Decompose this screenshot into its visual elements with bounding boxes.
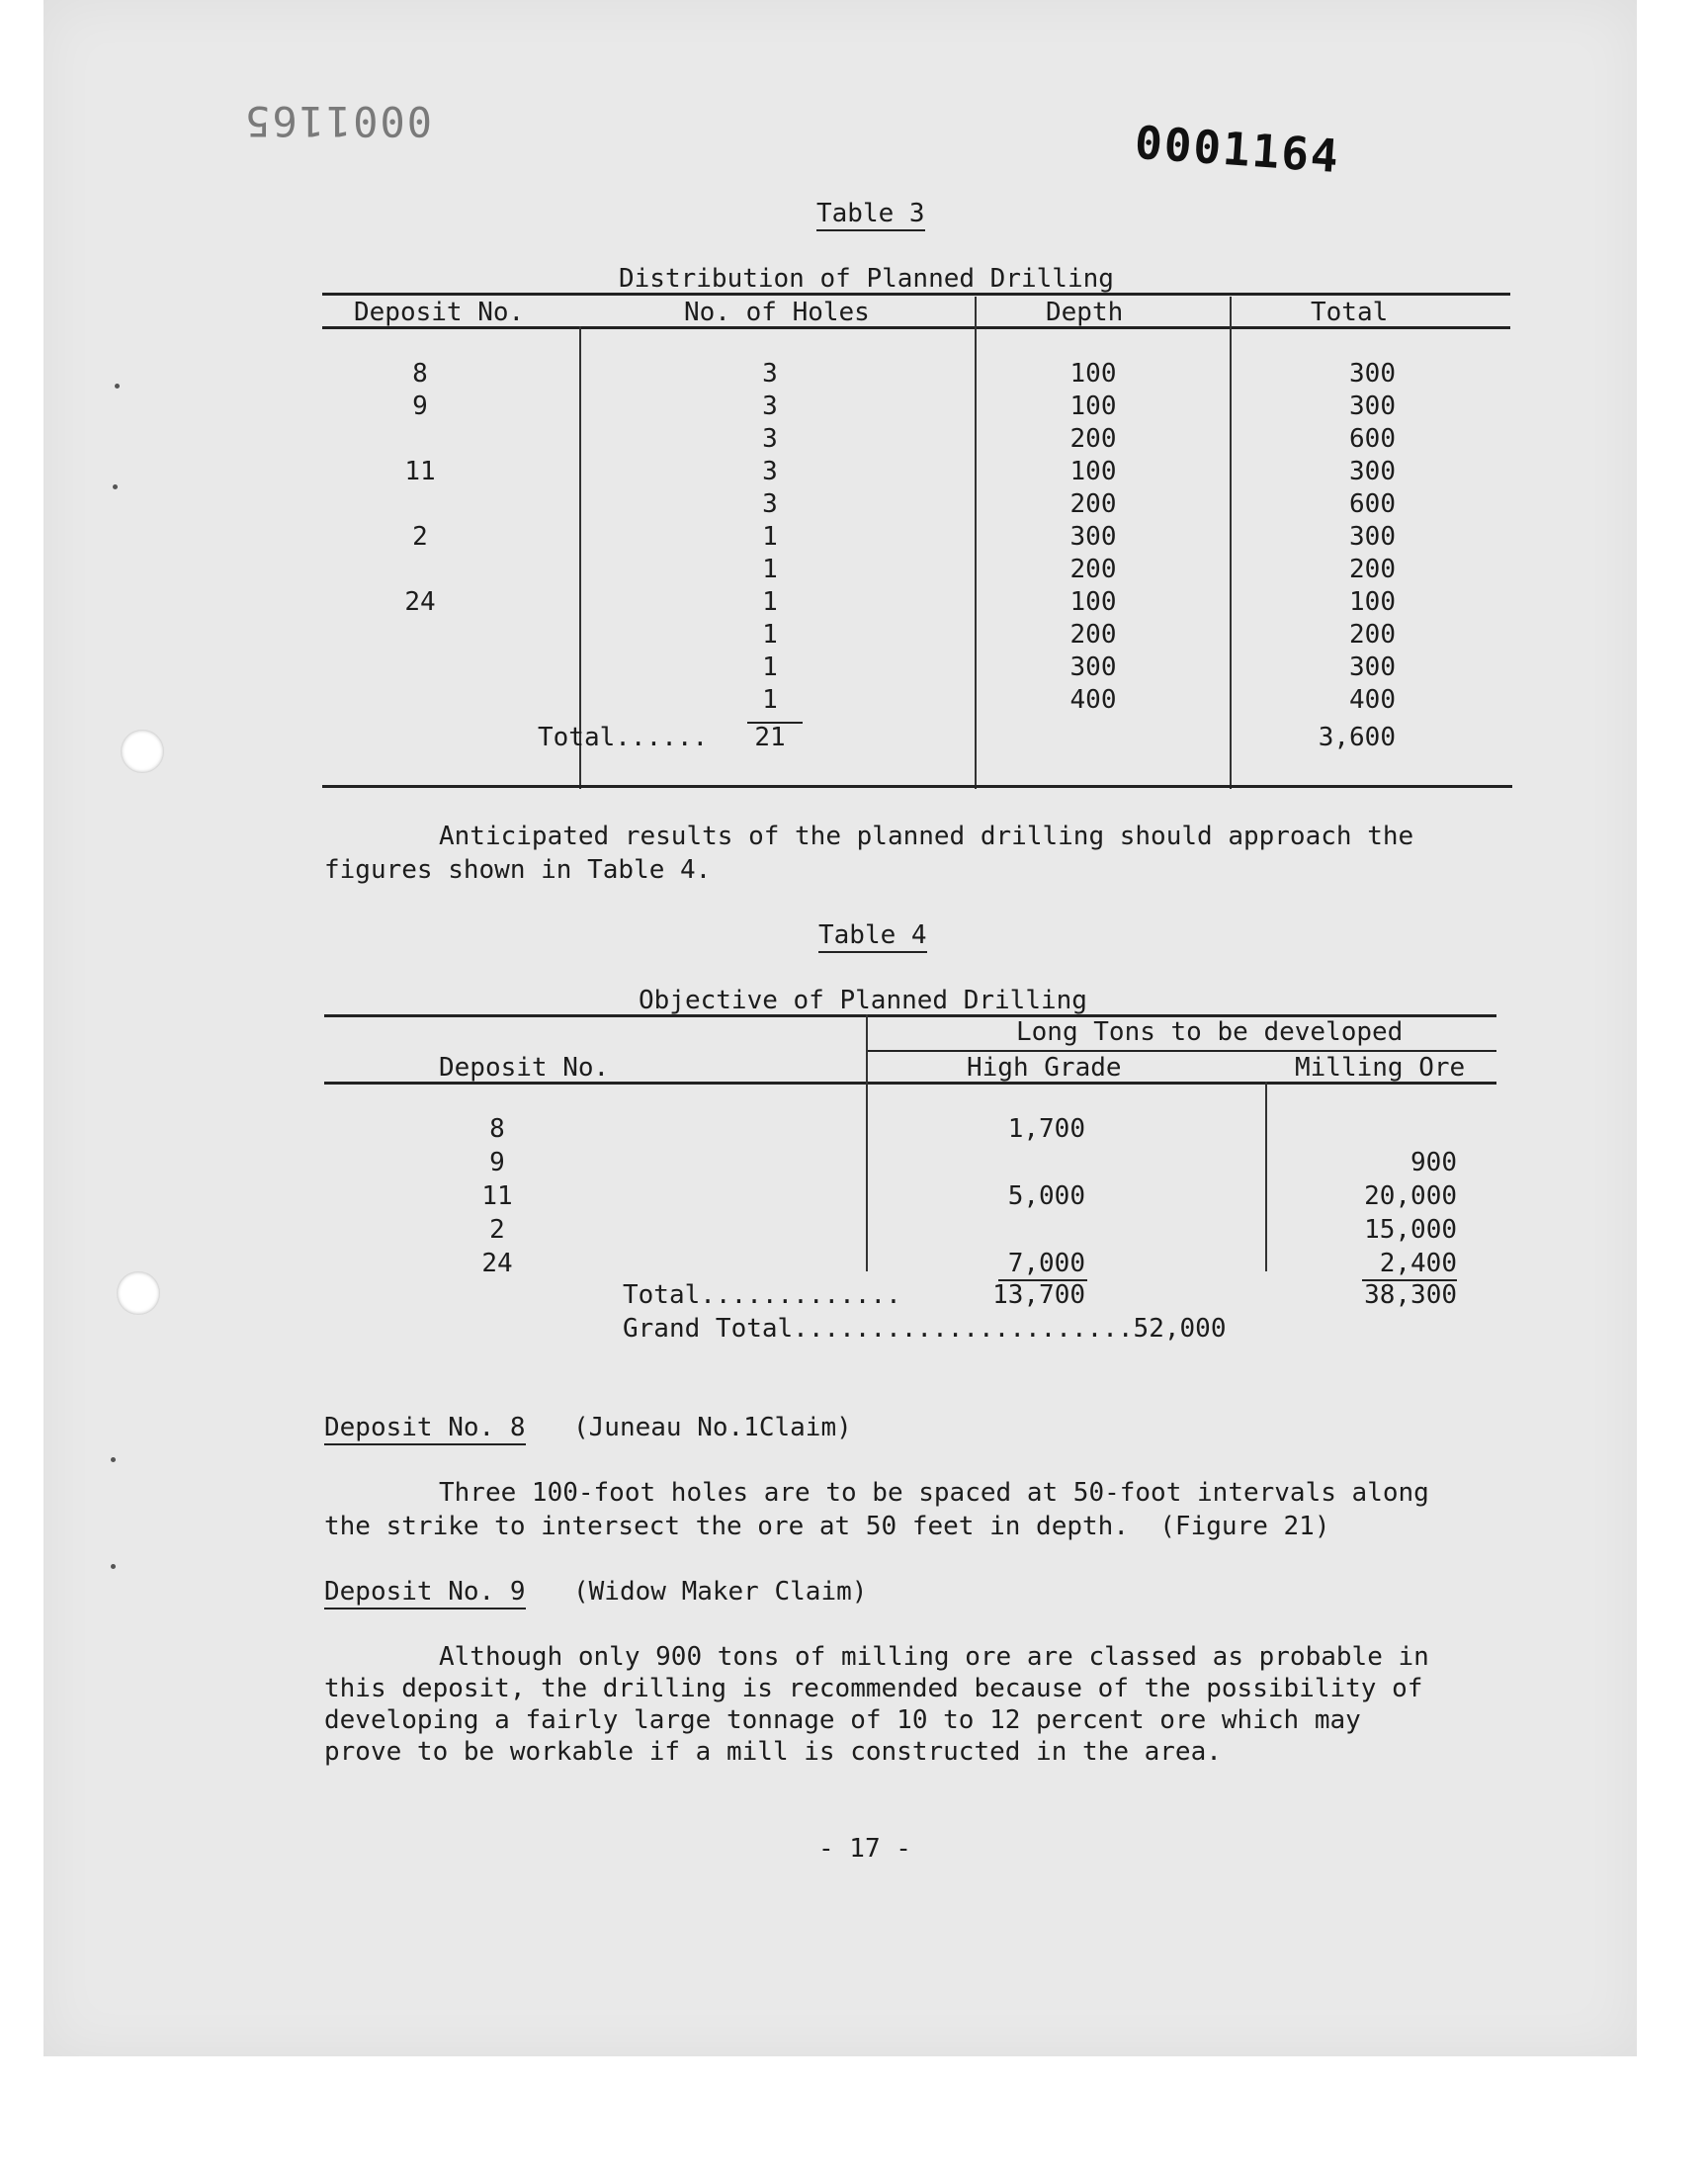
table3-cell-deposit: 2 <box>412 522 428 552</box>
table3-cell-total: 200 <box>1349 555 1396 584</box>
table4-grand-total: Grand Total......................52,000 <box>623 1314 1227 1344</box>
table3-caption: Distribution of Planned Drilling <box>619 264 1114 294</box>
deposit8-claim: (Juneau No.1Claim) <box>573 1413 852 1442</box>
table3-cell-depth: 300 <box>1069 652 1117 682</box>
table3-cell-holes: 3 <box>762 359 778 389</box>
table4-cell-milling: 900 <box>1410 1148 1457 1177</box>
table4-col-divider <box>1265 1082 1267 1271</box>
table4-header-high: High Grade <box>967 1053 1122 1083</box>
deposit9-text-line: developing a fairly large tonnage of 10 to 12 percent ore which may <box>324 1705 1361 1735</box>
table4-header-deposit: Deposit No. <box>439 1053 610 1083</box>
deposit9-claim: (Widow Maker Claim) <box>573 1577 868 1607</box>
table3-cell-total: 300 <box>1349 522 1396 552</box>
table3-cell-holes: 1 <box>762 652 778 682</box>
table4-total-label: Total............. <box>623 1280 901 1310</box>
table3-cell-deposit: 8 <box>412 359 428 389</box>
table4-cell-deposit: 8 <box>489 1114 505 1144</box>
table4-cell-milling: 20,000 <box>1364 1181 1457 1211</box>
table3-col-divider <box>579 326 581 789</box>
anticipated-text-line: Anticipated results of the planned drilling should approach the <box>439 822 1414 851</box>
table3-cell-holes: 1 <box>762 620 778 650</box>
table4-cell-milling: 2,400 <box>1379 1249 1457 1278</box>
table3-top-rule <box>322 293 1510 296</box>
table4-group-header: Long Tons to be developed <box>1016 1017 1404 1047</box>
table4-cell-high: 1,700 <box>1007 1114 1085 1144</box>
table4-col-divider <box>866 1014 868 1271</box>
table3-header-total: Total <box>1311 298 1389 327</box>
table4-caption: Objective of Planned Drilling <box>639 986 1087 1015</box>
table3-cell-holes: 3 <box>762 457 778 486</box>
table3-col-divider <box>1230 297 1232 789</box>
table4-cell-high: 7,000 <box>1007 1249 1085 1278</box>
table3-cell-deposit: 24 <box>404 587 436 617</box>
deposit9-text-line: prove to be workable if a mill is constructed in the area. <box>324 1737 1222 1767</box>
table3-total-holes: 21 <box>754 723 786 752</box>
table3-cell-holes: 3 <box>762 489 778 519</box>
table4-cell-high: 5,000 <box>1007 1181 1085 1211</box>
table4-total-milling: 38,300 <box>1364 1280 1457 1310</box>
table3-header-holes: No. of Holes <box>684 298 870 327</box>
punch-hole-bottom <box>117 1271 160 1315</box>
deposit9-text-line: this deposit, the drilling is recommended because of the possibility of <box>324 1674 1423 1703</box>
table4-title: Table 4 <box>818 919 927 953</box>
table3-cell-depth: 200 <box>1069 620 1117 650</box>
table3-cell-total: 300 <box>1349 457 1396 486</box>
table4-total-high: 13,700 <box>992 1280 1085 1310</box>
table3-cell-depth: 100 <box>1069 587 1117 617</box>
deposit8-text-line: the strike to intersect the ore at 50 feet in depth. (Figure 21) <box>324 1512 1330 1541</box>
table4-header-rule <box>324 1082 1496 1085</box>
margin-mark <box>113 484 118 489</box>
table3-cell-depth: 400 <box>1069 685 1117 715</box>
table3-title: Table 3 <box>816 198 925 231</box>
table3-cell-total: 100 <box>1349 587 1396 617</box>
margin-mark <box>115 384 120 389</box>
table3-cell-holes: 3 <box>762 424 778 454</box>
bleed-through-stamp: 0001165 <box>243 97 433 145</box>
table4-cell-deposit: 2 <box>489 1215 505 1245</box>
deposit9-text-line: Although only 900 tons of milling ore are classed as probable in <box>439 1642 1429 1672</box>
table3-col-divider <box>975 297 977 789</box>
table4-cell-deposit: 9 <box>489 1148 505 1177</box>
table4-cell-milling: 15,000 <box>1364 1215 1457 1245</box>
table3-cell-depth: 100 <box>1069 359 1117 389</box>
page-number: - 17 - <box>818 1834 911 1864</box>
deposit8-heading: Deposit No. 8 <box>324 1412 526 1445</box>
table4-cell-deposit: 24 <box>481 1249 513 1278</box>
table3-cell-depth: 200 <box>1069 489 1117 519</box>
table3-cell-depth: 100 <box>1069 392 1117 421</box>
table3-header-deposit: Deposit No. <box>354 298 525 327</box>
table3-bottom-rule <box>322 785 1512 788</box>
table3-cell-depth: 300 <box>1069 522 1117 552</box>
table3-cell-total: 200 <box>1349 620 1396 650</box>
table3-cell-total: 600 <box>1349 424 1396 454</box>
table3-header-depth: Depth <box>1046 298 1124 327</box>
table3-cell-holes: 1 <box>762 685 778 715</box>
table3-cell-total: 300 <box>1349 652 1396 682</box>
punch-hole-top <box>121 730 164 773</box>
table3-total-label: Total...... <box>538 723 709 752</box>
table3-cell-depth: 200 <box>1069 424 1117 454</box>
table3-grand-total: 3,600 <box>1318 723 1396 752</box>
document-number-stamp: 0001164 <box>1133 115 1342 184</box>
table4-header-milling: Milling Ore <box>1295 1053 1466 1083</box>
table3-cell-depth: 100 <box>1069 457 1117 486</box>
margin-mark <box>111 1457 116 1462</box>
table3-cell-total: 400 <box>1349 685 1396 715</box>
table3-cell-holes: 1 <box>762 522 778 552</box>
table3-cell-holes: 1 <box>762 555 778 584</box>
table3-cell-holes: 1 <box>762 587 778 617</box>
table3-cell-total: 300 <box>1349 392 1396 421</box>
table3-cell-total: 300 <box>1349 359 1396 389</box>
table3-cell-total: 600 <box>1349 489 1396 519</box>
deposit9-heading: Deposit No. 9 <box>324 1576 526 1610</box>
table3-cell-deposit: 9 <box>412 392 428 421</box>
table3-cell-holes: 3 <box>762 392 778 421</box>
table3-cell-deposit: 11 <box>404 457 436 486</box>
table4-cell-deposit: 11 <box>481 1181 513 1211</box>
table3-header-rule <box>322 326 1510 329</box>
anticipated-text-line: figures shown in Table 4. <box>324 855 712 885</box>
deposit8-text-line: Three 100-foot holes are to be spaced at 50-foot intervals along <box>439 1478 1429 1508</box>
margin-mark <box>111 1564 116 1569</box>
table3-cell-depth: 200 <box>1069 555 1117 584</box>
